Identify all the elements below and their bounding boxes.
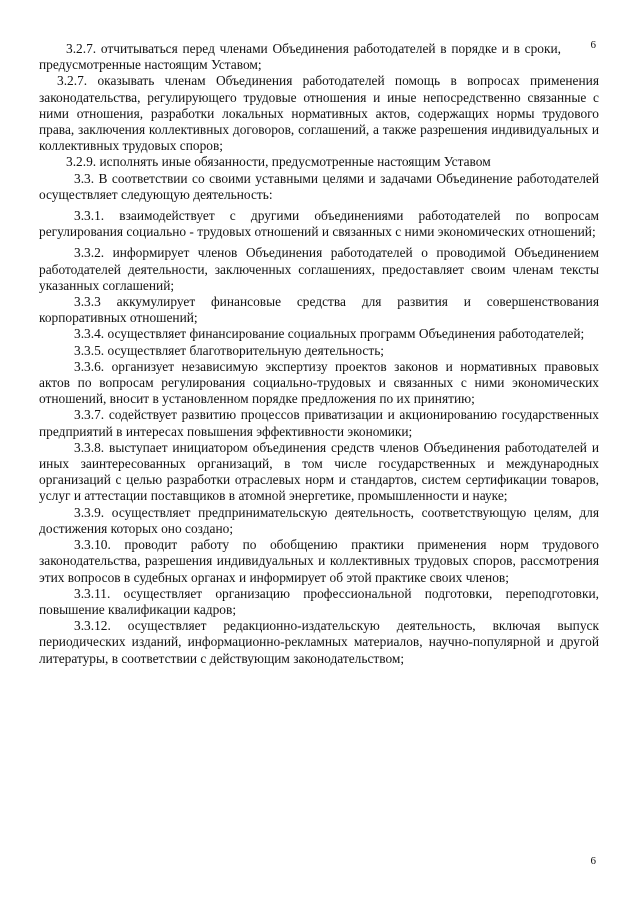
paragraph-3-3: 3.3. В соответствии со своими уставными целями и задачами Объединение работодателей осуществляет следующую деятельность: — [39, 170, 599, 202]
paragraph-3-2-7-report: 3.2.7. отчитываться перед членами Объединения работодателей в порядке и в сроки, предусмотренные настоящим Уставом; — [39, 41, 561, 73]
paragraph-3-3-11: 3.3.11. осуществляет организацию профессиональной подготовки, переподготовки, повышение квалификации кадров; — [39, 585, 599, 617]
page-number-bottom: 6 — [590, 855, 596, 867]
paragraph-3-3-3: 3.3.3 аккумулирует финансовые средства для развития и совершенствования корпоративных отношений; — [39, 294, 599, 326]
paragraph-3-2-9: 3.2.9. исполнять иные обязанности, предусмотренные настоящим Уставом — [66, 154, 491, 170]
paragraph-3-3-6: 3.3.6. организует независимую экспертизу проектов законов и нормативных правовых актов по вопросам регулирования социально-трудовых и связанных с ними экономических отношений, вносит в установленном порядке предложения по их принятию; — [39, 358, 599, 407]
paragraph-3-3-4: 3.3.4. осуществляет финансирование социальных программ Объединения работодателей; — [74, 326, 585, 342]
page-number-top: 6 — [590, 39, 596, 51]
paragraph-3-3-9: 3.3.9. осуществляет предпринимательскую деятельность, соответствующую целям, для достижения которых оно создано; — [39, 504, 599, 536]
paragraph-3-2-7-assist: 3.2.7. оказывать членам Объединения работодателей помощь в вопросах применения законодательства, регулирующего трудовые отношения и иные непосредственно связанные с ними отношения, разработки локальных нормативных актов, содержащих нормы трудового права, заключения коллективных договоров, соглашений, а также разрешения индивидуальных и коллективных трудовых споров; — [39, 73, 599, 154]
paragraph-3-3-8: 3.3.8. выступает инициатором объединения средств членов Объединения работодателей и иных заинтересованных организаций, в том числе государственных и международных организаций с целью разработки отраслевых норм и стандартов, систем сертификации товаров, услуг и аттестации поставщиков в атомной энергетике, промышленности и науке; — [39, 439, 599, 504]
paragraph-3-3-2: 3.3.2. информирует членов Объединения работодателей о проводимой Объединением работодателей деятельности, заключенных соглашениях, предоставляет своим членам тексты указанных соглашений; — [39, 245, 599, 293]
paragraph-3-3-5: 3.3.5. осуществляет благотворительную деятельность; — [74, 342, 385, 358]
paragraph-3-3-7: 3.3.7. содействует развитию процессов приватизации и акционированию государственных предприятий в интересах повышения эффективности экономики; — [39, 407, 599, 439]
paragraph-3-3-12: 3.3.12. осуществляет редакционно-издательскую деятельность, включая выпуск периодических изданий, информационно-рекламных материалов, научно-популярной и другой литературы, в соответствии с действующим законодательством; — [39, 618, 599, 666]
paragraph-3-3-1: 3.3.1. взаимодействует с другими объединениями работодателей по вопросам регулирования социально - трудовых отношений и связанных с ними экономических отношений; — [39, 208, 599, 240]
document-body — [39, 41, 599, 667]
paragraph-3-3-10: 3.3.10. проводит работу по обобщению практики применения норм трудового законодательства, разрешения индивидуальных и коллективных трудовых споров, рассмотрения этих вопросов в судебных органах и информирует об этой практике своих членов; — [39, 537, 599, 585]
